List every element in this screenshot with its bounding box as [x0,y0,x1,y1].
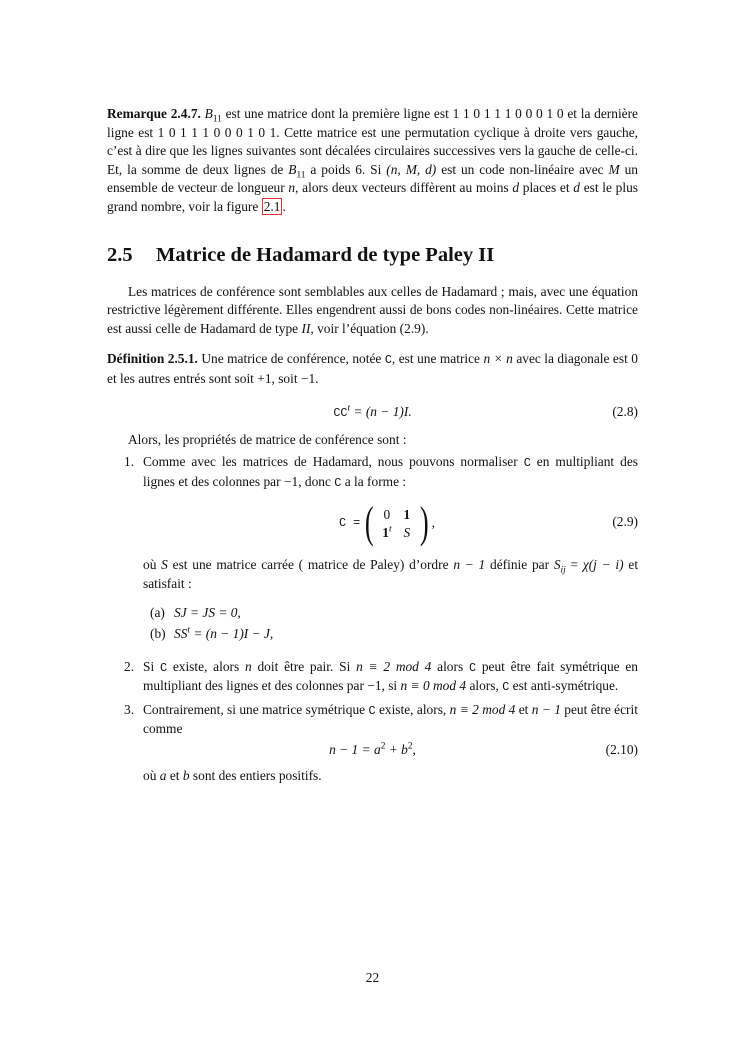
equation-tag: (2.10) [605,742,638,758]
properties-list [107,453,638,786]
figure-link[interactable]: 2.1 [263,198,281,214]
equation-tag: (2.9) [612,514,638,530]
remark-paragraph: Remarque 2.4.7. $B_{11}$ est une matrice dont la première ligne est 1 1 0 1 1 1 0 0 0 1 0 et la dernière ligne est 1 0 1 1 1 0 0 0 1 0 1. Cette matrice est une permutation cyclique à droite vers gauche, c’est à dire que les lignes suivantes sont décalées circulaires successives vers la gauche de celle-ci. Et, la somme de deux lignes de $B_{11}$ a poids 6. Si (n, M, d) est un code non-linéaire avec M un ensemble de vecteur de longueur n, alors deux vecteurs diffèrent au moins d places et d est le plus grand nombre, voir la figure 2.1 . [107,106,639,214]
equation-link[interactable]: (2.9) [399,320,426,336]
section-number: 2.5 [107,243,133,266]
properties-intro: Alors, les propriétés de matrice de conférence sont : [128,431,407,447]
equation-tag: (2.8) [612,403,638,419]
list-item: 1. Comme avec les matrices de Hadamard, nous pouvons normaliser C en multipliant des lignes et des colonnes par −1, donc C a la forme : C = ( 0 1 1$^t$ S ) , (2.9) où S est une matrice carrée ( matrice de Paley) d’ordre n − 1 définie par $S_{ij} = \chi(j - i)$ et satisfait : (a) SJ = JS = 0, (b) $SS^t = (n - 1)I - J$, [107,453,638,644]
page-number: 22 [365,970,380,985]
matrix-c: C = ( 0 1 1$^t$ S ) , [339,498,435,548]
list-item: 3. Contrairement, si une matrice symétrique C existe, alors, n ≡ 2 mod 4 et n − 1 peut être écrit comme $n - 1 = a^2 + b^2$, (2.10) où a et b sont des entiers positifs. [124,701,638,784]
definition-paragraph: Définition 2.5.1. Une matrice de conférence, notée C, est une matrice n × n avec la diagonale est 0 et les autres entrés sont soit +1, soit −1. [107,351,638,386]
intro-paragraph: Les matrices de conférence sont semblables aux celles de Hadamard ; mais, avec une équation restrictive légèrement différente. Elles engendrent aussi de bons codes non-linéaires. Cette matrice est aussi celle de Hadamard de type II, voir l’équation (2.9). [107,283,638,336]
definition-label: Définition 2.5.1. [107,351,198,367]
equation-2-10: $n - 1 = a^2 + b^2$, (2.10) [143,739,638,761]
list-item: (b) $SS^t = (n - 1)I - J$, [150,625,274,642]
list-item: (a) SJ = JS = 0, [150,604,241,620]
equation-2-9 [143,500,638,546]
section-title: Matrice de Hadamard de type Paley II [156,243,495,266]
sub-properties [143,604,638,644]
remark-label: Remarque 2.4.7. [107,106,201,121]
list-item: 2. Si C existe, alors n doit être pair. Si n ≡ 2 mod 4 alors C peut être fait symétrique en multipliant des lignes et des colonnes par −1, si n ≡ 0 mod 4 alors, C est anti-symétrique. [124,658,638,695]
page-body [107,105,638,786]
equation-2-8: $CC^t = (n - 1)I$. (2.8) [333,403,638,420]
section-heading [107,243,638,267]
